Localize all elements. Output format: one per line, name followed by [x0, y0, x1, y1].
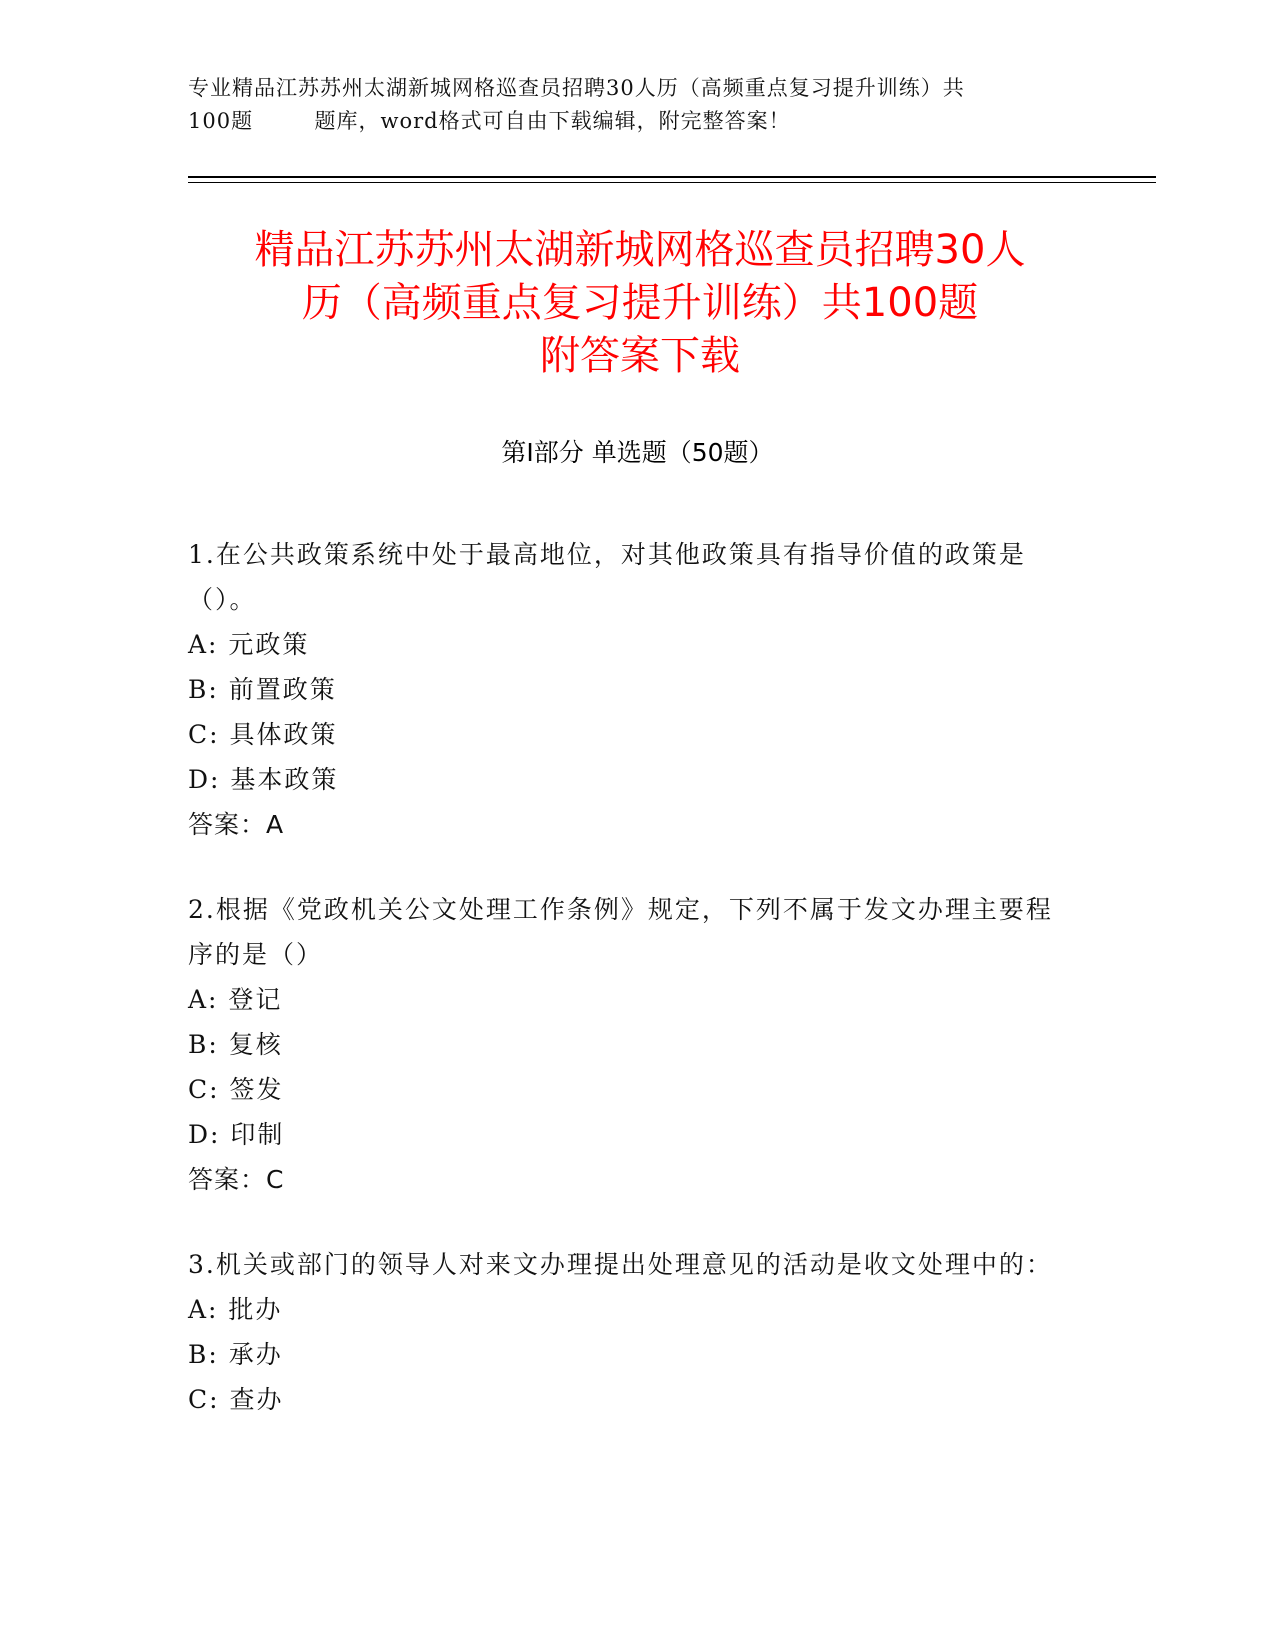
option-a: A: 批办 [188, 1295, 283, 1324]
answer: 答案：A [188, 810, 285, 839]
question-3 [188, 1242, 1068, 1422]
title-line-3: 附答案下载 [540, 333, 740, 379]
option-a: A: 元政策 [188, 630, 310, 659]
question-stem: 2.根据《党政机关公文处理工作条例》规定，下列不属于发文办理主要程序的是（） [188, 895, 1053, 969]
document-title [140, 224, 1140, 383]
question-stem: 1.在公共政策系统中处于最高地位，对其他政策具有指导价值的政策是（）。 [188, 540, 1026, 614]
option-b: B: 前置政策 [188, 675, 337, 704]
title-line-1: 精品江苏苏州太湖新城网格巡查员招聘30人 [254, 227, 1026, 273]
header-line-2: 100题 题库，word格式可自由下载编辑，附完整答案！ [188, 109, 791, 133]
header-rule-thin [188, 182, 1156, 183]
option-c: C: 签发 [188, 1075, 284, 1104]
question-list [188, 532, 1068, 1462]
title-line-2: 历（高频重点复习提升训练）共100题 [301, 280, 979, 326]
option-d: D: 印制 [188, 1120, 285, 1149]
option-c: C: 查办 [188, 1385, 284, 1414]
header-rule-thick [188, 176, 1156, 178]
header-line-1: 专业精品江苏苏州太湖新城网格巡查员招聘30人历（高频重点复习提升训练）共 [188, 76, 965, 100]
option-b: B: 承办 [188, 1340, 283, 1369]
question-1 [188, 532, 1068, 847]
answer: 答案：C [188, 1165, 285, 1194]
question-stem: 3.机关或部门的领导人对来文办理提出处理意见的活动是收文处理中的： [188, 1250, 1053, 1279]
option-c: C: 具体政策 [188, 720, 338, 749]
option-b: B: 复核 [188, 1030, 283, 1059]
option-a: A: 登记 [188, 985, 283, 1014]
question-2 [188, 887, 1068, 1202]
option-d: D: 基本政策 [188, 765, 339, 794]
document-header [188, 72, 1088, 138]
section-heading: 第Ⅰ部分 单选题（50题） [501, 438, 774, 467]
